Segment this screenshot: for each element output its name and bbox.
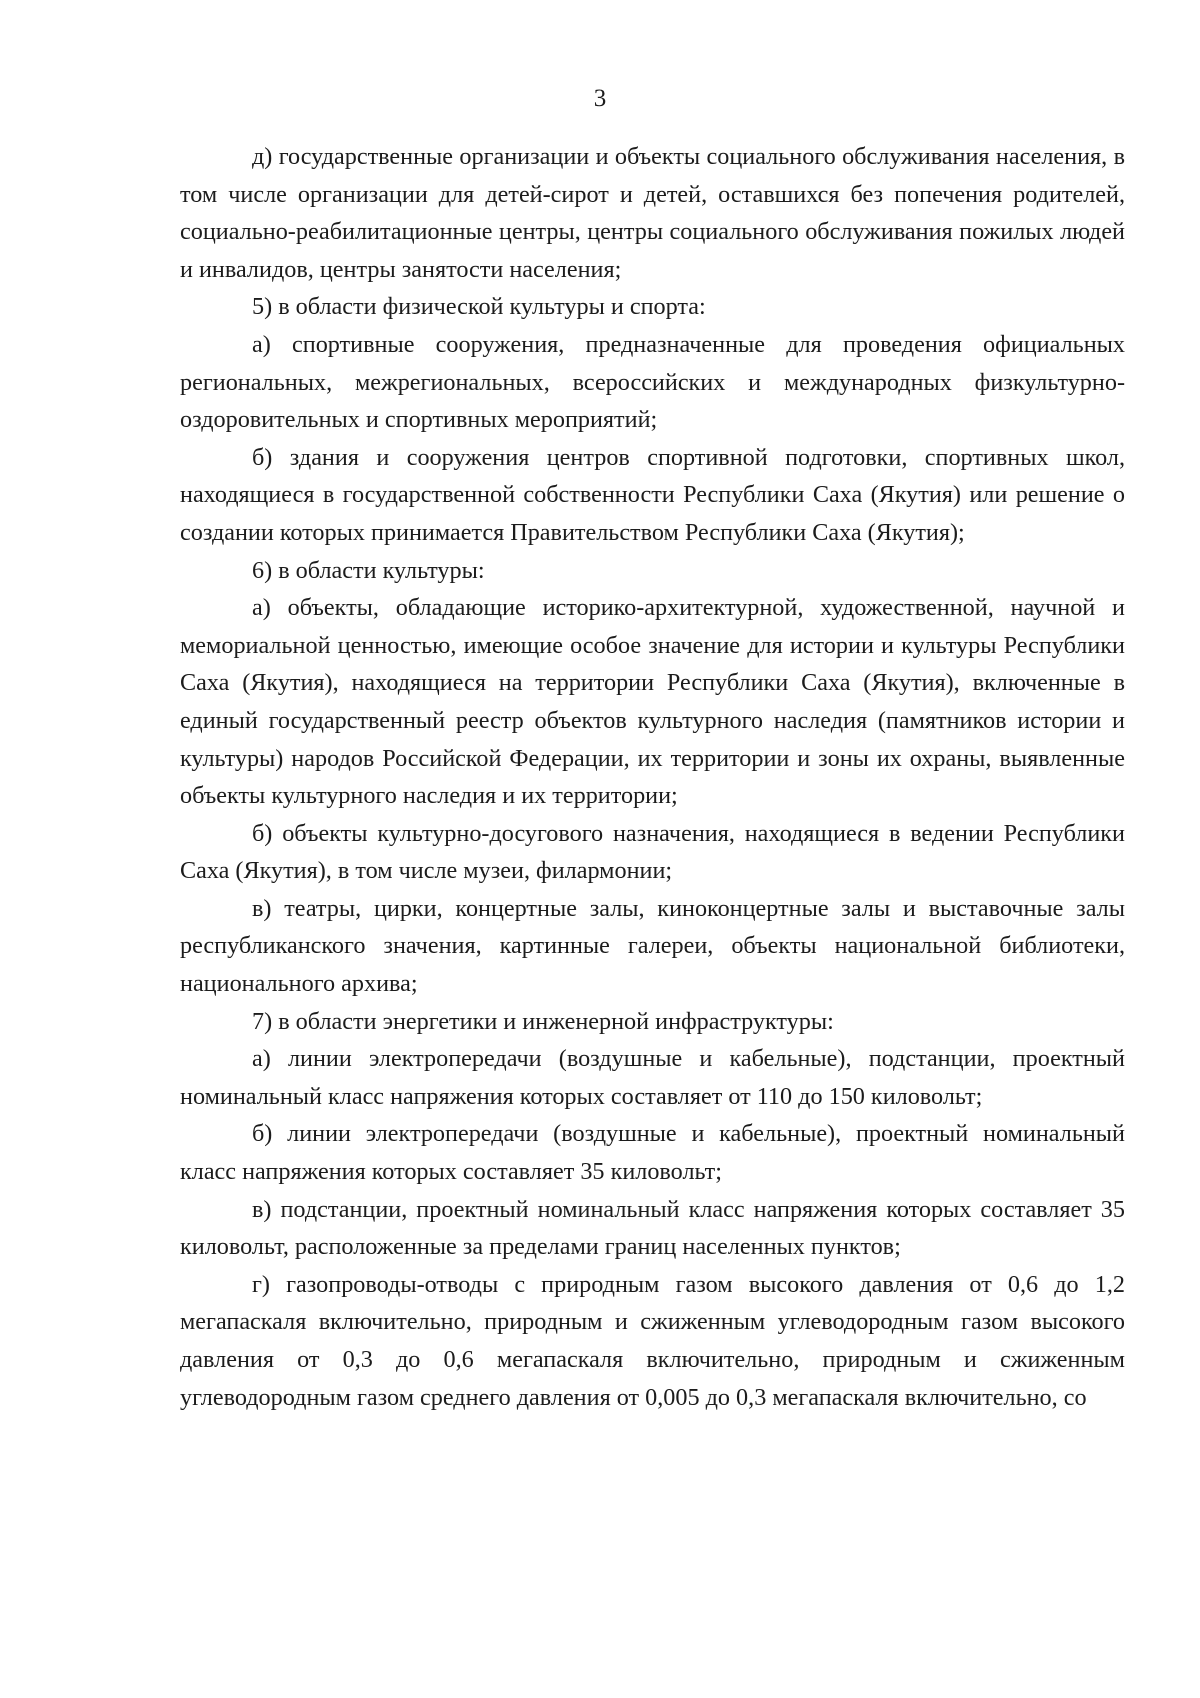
paragraph-sport-heading: 5) в области физической культуры и спорта: — [252, 293, 706, 321]
paragraph-energy-heading: 7) в области энергетики и инженерной инфраструктуры: — [252, 1007, 834, 1035]
paragraph-power-lines-35: б) линии электропередачи (воздушные и кабельные), проектный номинальный класс напряжения которых составляет 35 киловольт; — [180, 1120, 1125, 1186]
document-body — [180, 138, 1125, 1416]
paragraph-gas-pipelines: г) газопроводы-отводы с природным газом высокого давления от 0,6 до 1,2 мегапаскаля включительно, природным и сжиженным углеводородным газом высокого давления от 0,3 до 0,6 мегапаскаля включительно, природным и сжиженным углеводородным газом среднего давления от 0,005 до 0,3 мегапаскаля включительно, со — [180, 1270, 1125, 1411]
paragraph-substations-35: в) подстанции, проектный номинальный класс напряжения которых составляет 35 киловольт, расположенные за пределами границ населенных пунктов; — [180, 1195, 1125, 1261]
paragraph-sport-facilities: а) спортивные сооружения, предназначенные для проведения официальных региональных, межрегиональных, всероссийских и международных физкультурно-оздоровительных и спортивных мероприятий; — [180, 330, 1125, 434]
paragraph-sport-schools: б) здания и сооружения центров спортивной подготовки, спортивных школ, находящиеся в государственной собственности Республики Саха (Якутия) или решение о создании которых принимается Правительством Республики Саха (Якутия); — [180, 443, 1125, 546]
paragraph-culture-heading: 6) в области культуры: — [252, 556, 485, 584]
page-number: 3 — [593, 85, 607, 112]
paragraph-cultural-heritage: а) объекты, обладающие историко-архитектурной, художественной, научной и мемориальной ценностью, имеющие особое значение для истории и культуры Республики Саха (Якутия), находящиеся на территории Республики Саха (Якутия), включенные в единый государственный реестр объектов культурного наследия (памятников истории и культуры) народов Российской Федерации, их территории и зоны их охраны, выявленные объекты культурного наследия и их территории; — [180, 594, 1125, 810]
paragraph-theatres: в) театры, цирки, концертные залы, киноконцертные залы и выставочные залы республиканского значения, картинные галереи, объекты национальной библиотеки, национального архива; — [180, 894, 1125, 998]
paragraph-power-lines-110-150: а) линии электропередачи (воздушные и кабельные), подстанции, проектный номинальный класс напряжения которых составляет от 110 до 150 киловольт; — [180, 1045, 1125, 1110]
paragraph-leisure-objects: б) объекты культурно-досугового назначения, находящиеся в ведении Республики Саха (Якутия), в том числе музеи, филармонии; — [180, 819, 1125, 885]
paragraph-social-services: д) государственные организации и объекты социального обслуживания населения, в том числе организации для детей-сирот и детей, оставшихся без попечения родителей, социально-реабилитационные центры, центры социального обслуживания пожилых людей и инвалидов, центры занятости населения; — [180, 143, 1125, 283]
